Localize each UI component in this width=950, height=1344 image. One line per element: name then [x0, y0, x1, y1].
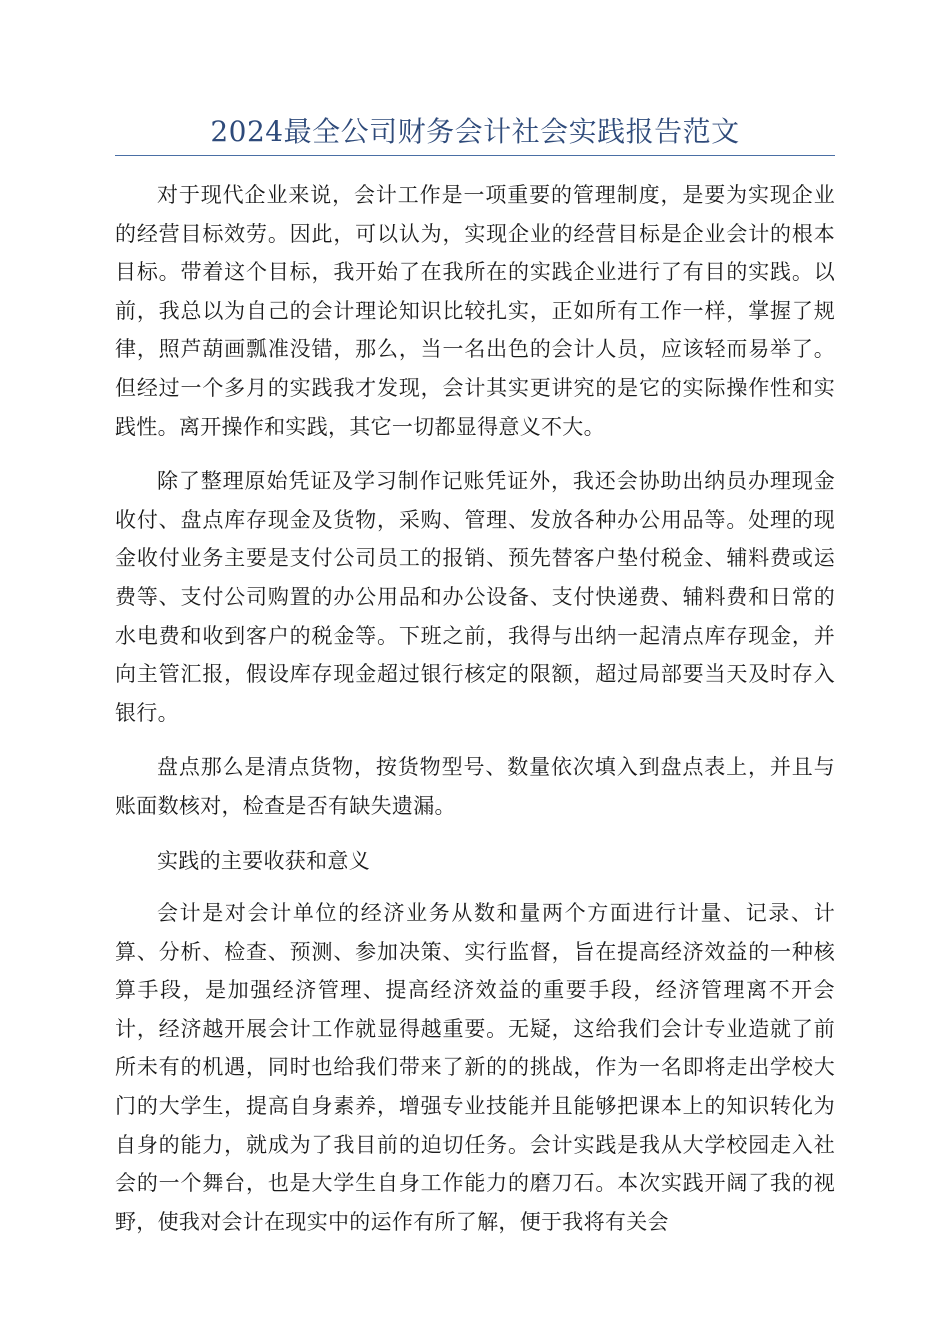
paragraph-accounting-goals: 对于现代企业来说，会计工作是一项重要的管理制度，是要为实现企业的经营目标效劳。因此，可以认为，实现企业的经营目标是企业会计的根本目标。带着这个目标，我开始了在我所在的实践企业进行了有目的实践。以前，我总以为自己的会计理论知识比较扎实，正如所有工作一样，掌握了规律，照芦葫画瓢准没错，那么，当一名出色的会计人员，应该轻而易举了。但经过一个多月的实践我才发现，会计其实更讲究的是它的实际操作性和实践性。离开操作和实践，其它一切都显得意义不大。 [115, 183, 835, 439]
document-title: 2024最全公司财务会计社会实践报告范文 [210, 115, 740, 148]
paragraph-significance: 会计是对会计单位的经济业务从数和量两个方面进行计量、记录、计算、分析、检查、预测、参加决策、实行监督，旨在提高经济效益的一种核算手段，是加强经济管理、提高经济效益的重要手段，经济管理离不开会计，经济越开展会计工作就显得越重要。无疑，这给我们会计专业造就了前所未有的机遇，同时也给我们带来了新的的挑战，作为一名即将走出学校大门的大学生，提高自身素养，增强专业技能并且能够把课本上的知识转化为自身的能力，就成为了我目前的迫切任务。会计实践是我从大学校园走入社会的一个舞台，也是大学生自身工作能力的磨刀石。本次实践开阔了我的视野，使我对会计在现实中的运作有所了解，便于我将有关会 [115, 901, 835, 1234]
paragraph-cash-duties: 除了整理原始凭证及学习制作记账凭证外，我还会协助出纳员办理现金收付、盘点库存现金及货物，采购、管理、发放各种办公用品等。处理的现金收付业务主要是支付公司员工的报销、预先替客户垫付税金、辅料费或运费等、支付公司购置的办公用品和办公设备、支付快递费、辅料费和日常的水电费和收到客户的税金等。下班之前，我得与出纳一起清点库存现金，并向主管汇报，假设库存现金超过银行核定的限额，超过局部要当天及时存入银行。 [115, 469, 835, 725]
document-body [115, 176, 835, 1257]
section-heading-gains: 实践的主要收获和意义 [157, 848, 370, 873]
title-underline [115, 155, 835, 156]
paragraph-inventory-count: 盘点那么是清点货物，按货物型号、数量依次填入到盘点表上，并且与账面数核对，检查是否有缺失遗漏。 [115, 755, 835, 818]
